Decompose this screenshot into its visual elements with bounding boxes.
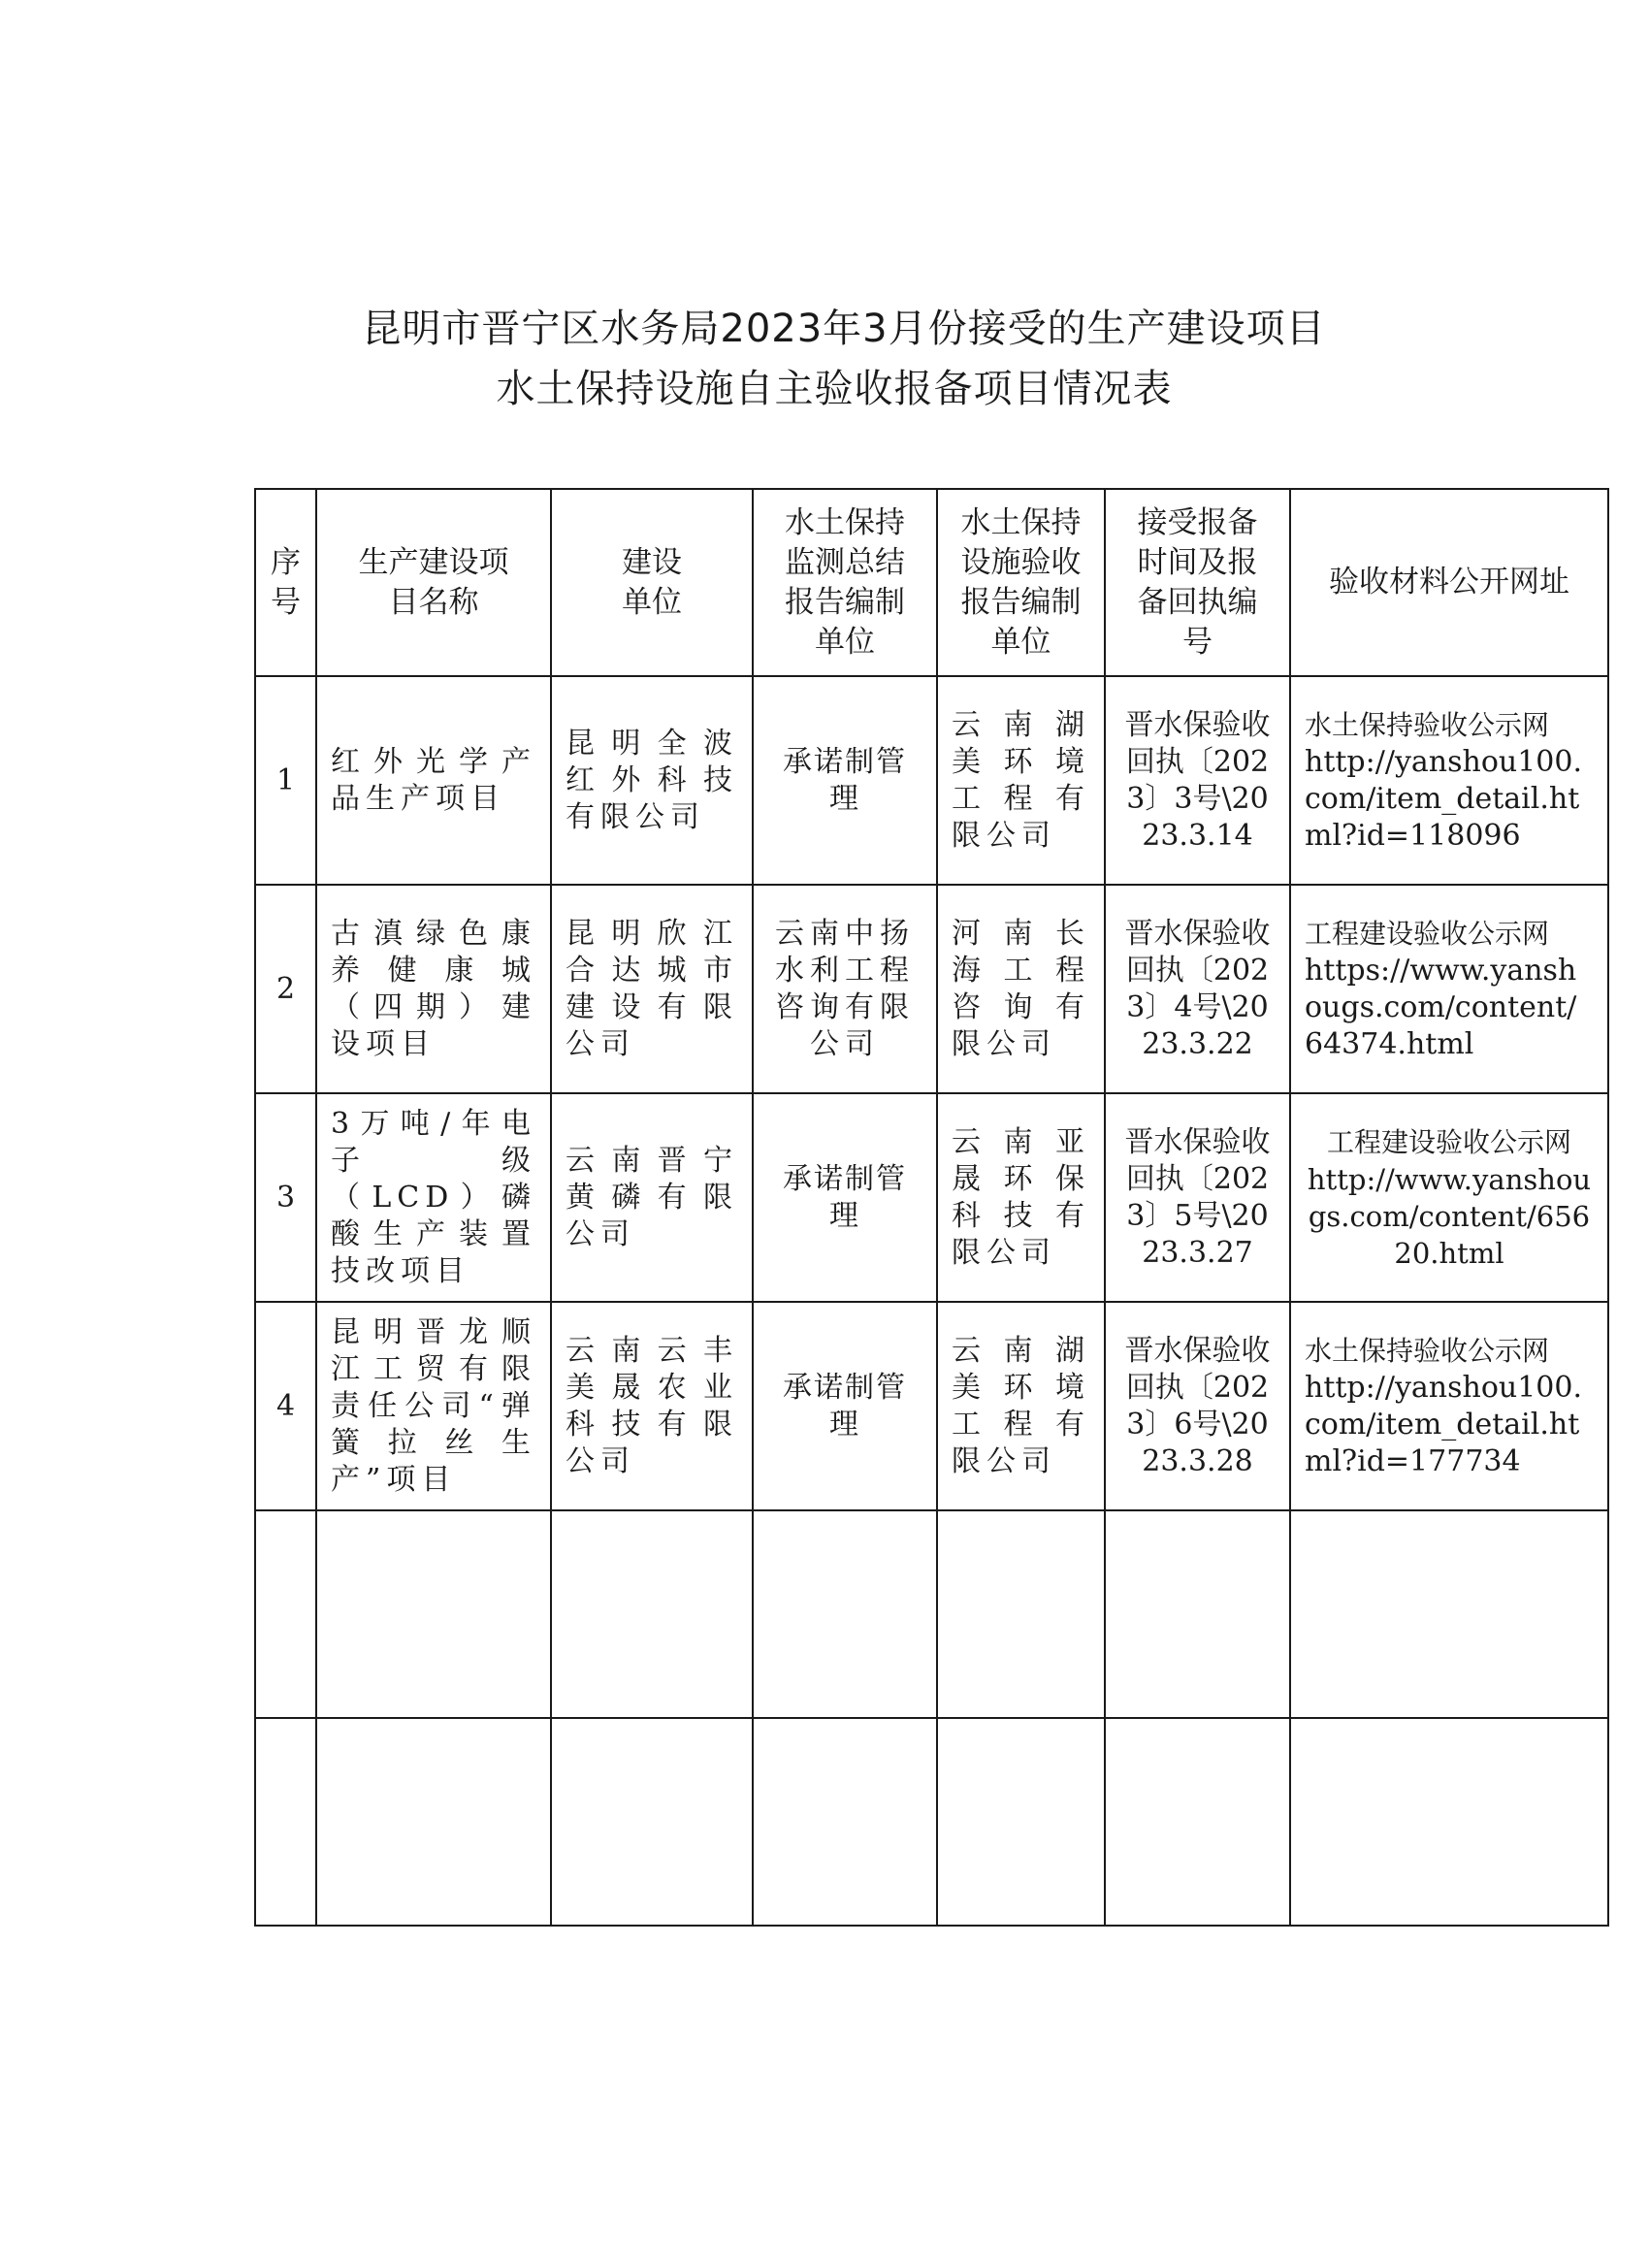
row-index: 3 xyxy=(255,1093,316,1302)
public-url-cell xyxy=(1290,1302,1608,1510)
empty-cell xyxy=(753,1510,937,1718)
public-url-link[interactable]: http://yanshou100.com/item_detail.html?id=177734 xyxy=(1305,1370,1583,1478)
empty-cell xyxy=(753,1718,937,1926)
project-name: 古滇绿色康养健康城（四期）建设项目 xyxy=(316,885,551,1093)
empty-cell xyxy=(255,1510,316,1718)
empty-cell xyxy=(1290,1510,1608,1718)
table-row-empty xyxy=(255,1718,1608,1926)
header-public-url: 验收材料公开网址 xyxy=(1290,489,1608,676)
public-site-name: 水土保持验收公示网 xyxy=(1305,708,1550,741)
public-site-name: 水土保持验收公示网 xyxy=(1305,1334,1550,1367)
project-name: 红外光学产品生产项目 xyxy=(316,676,551,885)
builder-name: 云南晋宁黄磷有限公司 xyxy=(551,1093,753,1302)
row-index: 4 xyxy=(255,1302,316,1510)
empty-cell xyxy=(937,1510,1105,1718)
receipt-number: 晋水保验收回执〔2023〕6号\2023.3.28 xyxy=(1105,1302,1290,1510)
receipt-number: 晋水保验收回执〔2023〕3号\2023.3.14 xyxy=(1105,676,1290,885)
acceptance-unit: 河南长海工程咨询有限公司 xyxy=(937,885,1105,1093)
header-builder: 建设单位 xyxy=(551,489,753,676)
acceptance-unit: 云南湖美环境工程有限公司 xyxy=(937,1302,1105,1510)
empty-cell xyxy=(1105,1718,1290,1926)
empty-cell xyxy=(316,1718,551,1926)
page-title-line-1: 昆明市晋宁区水务局2023年3月份接受的生产建设项目 xyxy=(362,307,1326,351)
page-title-line-2: 水土保持设施自主验收报备项目情况表 xyxy=(496,367,1173,411)
public-url-cell xyxy=(1290,676,1608,885)
project-name: 3万吨/年电子级（LCD）磷酸生产装置技改项目 xyxy=(316,1093,551,1302)
header-monitoring-unit: 水土保持监测总结报告编制单位 xyxy=(753,489,937,676)
public-site-name: 工程建设验收公示网 xyxy=(1326,1125,1571,1158)
empty-cell xyxy=(1290,1718,1608,1926)
table-row xyxy=(255,885,1608,1093)
builder-name: 昆明欣江合达城市建设有限公司 xyxy=(551,885,753,1093)
header-receipt: 接受报备时间及报备回执编号 xyxy=(1105,489,1290,676)
monitoring-unit: 云南中扬水利工程咨询有限公司 xyxy=(753,885,937,1093)
public-url-cell xyxy=(1290,885,1608,1093)
header-index: 序号 xyxy=(255,489,316,676)
builder-name: 云南云丰美晟农业科技有限公司 xyxy=(551,1302,753,1510)
monitoring-unit: 承诺制管理 xyxy=(753,676,937,885)
table-row xyxy=(255,676,1608,885)
monitoring-unit: 承诺制管理 xyxy=(753,1302,937,1510)
empty-cell xyxy=(937,1718,1105,1926)
acceptance-unit: 云南亚晟环保科技有限公司 xyxy=(937,1093,1105,1302)
empty-cell xyxy=(316,1510,551,1718)
builder-name: 昆明全波红外科技有限公司 xyxy=(551,676,753,885)
row-index: 2 xyxy=(255,885,316,1093)
empty-cell xyxy=(255,1718,316,1926)
empty-cell xyxy=(551,1718,753,1926)
record-table xyxy=(254,488,1609,1927)
public-site-name: 工程建设验收公示网 xyxy=(1305,917,1550,950)
public-url-cell xyxy=(1290,1093,1608,1302)
receipt-number: 晋水保验收回执〔2023〕4号\2023.3.22 xyxy=(1105,885,1290,1093)
empty-cell xyxy=(551,1510,753,1718)
project-name: 昆明晋龙顺江工贸有限责任公司“弹簧拉丝生产”项目 xyxy=(316,1302,551,1510)
public-url-link[interactable]: http://www.yanshougs.com/content/65620.html xyxy=(1307,1162,1592,1270)
empty-cell xyxy=(1105,1510,1290,1718)
page-title xyxy=(0,299,1649,419)
table-row-empty xyxy=(255,1510,1608,1718)
monitoring-unit: 承诺制管理 xyxy=(753,1093,937,1302)
row-index: 1 xyxy=(255,676,316,885)
acceptance-unit: 云南湖美环境工程有限公司 xyxy=(937,676,1105,885)
table-header-row xyxy=(255,489,1608,676)
header-project-name: 生产建设项目名称 xyxy=(316,489,551,676)
receipt-number: 晋水保验收回执〔2023〕5号\2023.3.27 xyxy=(1105,1093,1290,1302)
table-row xyxy=(255,1093,1608,1302)
table-row xyxy=(255,1302,1608,1510)
public-url-link[interactable]: https://www.yanshougs.com/content/64374.html xyxy=(1305,953,1577,1061)
header-acceptance-unit: 水土保持设施验收报告编制单位 xyxy=(937,489,1105,676)
public-url-link[interactable]: http://yanshou100.com/item_detail.html?id=118096 xyxy=(1305,744,1583,853)
